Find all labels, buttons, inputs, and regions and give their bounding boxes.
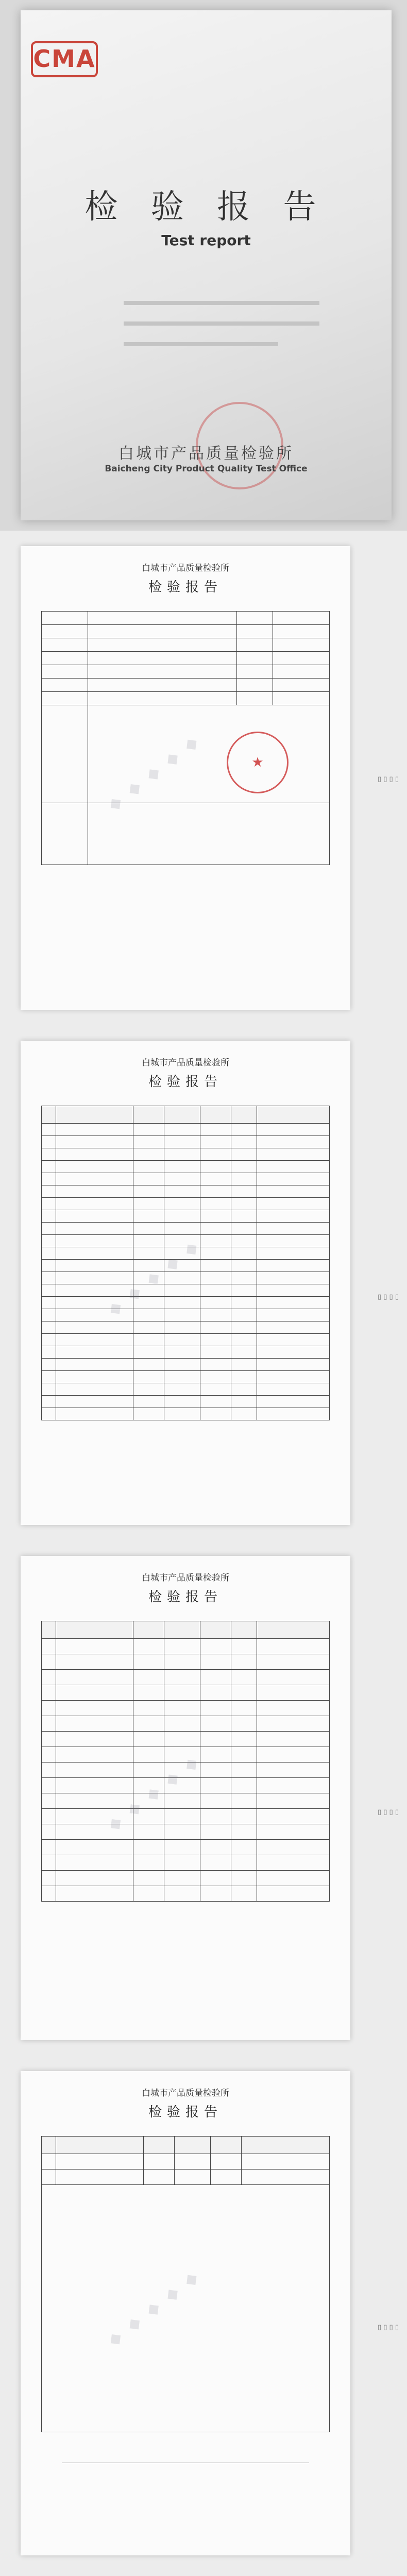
table-row <box>42 1809 330 1824</box>
table-row <box>42 1871 330 1886</box>
report-paper <box>21 1041 350 1525</box>
watermark: ◆ ◆ ◆ ◆ ◆ <box>104 1235 205 1319</box>
table-row <box>42 1371 330 1383</box>
cover-organization: 白城市产品质量检验所 <box>118 445 294 463</box>
report-page-results-2 <box>0 1540 407 2056</box>
table-row <box>42 1136 330 1148</box>
report-paper <box>21 2071 350 2555</box>
table-row <box>42 1148 330 1161</box>
table-row <box>42 1685 330 1701</box>
table-row <box>42 1824 330 1840</box>
report-paper <box>21 546 350 1010</box>
cover-field-line <box>124 340 319 350</box>
table-row <box>42 1793 330 1809</box>
table-row <box>42 1198 330 1210</box>
page-organization: 白城市产品质量检验所 <box>142 1573 229 1583</box>
table-row <box>42 1701 330 1716</box>
report-cover <box>0 0 407 531</box>
cover-organization-en: Baicheng City Product Quality Test Office <box>105 464 308 474</box>
table-row <box>42 1185 330 1198</box>
table-row <box>42 1670 330 1685</box>
page-organization: 白城市产品质量检验所 <box>142 563 229 573</box>
table-row <box>42 1309 330 1321</box>
table-row <box>42 1654 330 1670</box>
page-organization: 白城市产品质量检验所 <box>142 2088 229 2098</box>
table-row <box>42 2185 330 2432</box>
table-row <box>42 1173 330 1185</box>
table-row <box>42 1297 330 1309</box>
table-row <box>42 1124 330 1136</box>
cma-logo: CMA <box>31 41 98 77</box>
table-row <box>42 1272 330 1284</box>
side-caption: ▯ ▯ ▯ ▯ <box>377 775 399 783</box>
cover-sheet <box>21 10 392 520</box>
report-page-summary <box>0 531 407 1025</box>
table-row <box>42 1639 330 1654</box>
page-title: 检验报告 <box>148 580 223 595</box>
cover-subtitle: Test report <box>161 232 251 249</box>
table-row <box>42 1396 330 1408</box>
table-row <box>42 1408 330 1420</box>
side-caption: ▯ ▯ ▯ ▯ <box>377 1293 399 1301</box>
report-page-results-1 <box>0 1025 407 1540</box>
cover-title: 检 验 报 告 <box>84 188 328 226</box>
table-row <box>42 1732 330 1747</box>
table-row <box>42 1334 330 1346</box>
side-caption: ▯ ▯ ▯ ▯ <box>377 2324 399 2331</box>
table-row <box>42 1223 330 1235</box>
table-row <box>42 1383 330 1396</box>
page-title: 检验报告 <box>148 1589 223 1605</box>
cover-field-line <box>124 299 319 309</box>
table-row <box>42 1886 330 1902</box>
report-page-remarks <box>0 2056 407 2571</box>
report-paper <box>21 1556 350 2040</box>
table-row <box>42 2154 330 2170</box>
table-row <box>42 1359 330 1371</box>
report-page-photos <box>0 2571 407 2576</box>
table-row <box>42 1161 330 1173</box>
page-title: 检验报告 <box>148 1074 223 1090</box>
table-row <box>42 2170 330 2185</box>
table-row <box>42 1284 330 1297</box>
page-title: 检验报告 <box>148 2105 223 2120</box>
page-organization: 白城市产品质量检验所 <box>142 1058 229 1068</box>
side-caption: ▯ ▯ ▯ ▯ <box>377 1808 399 1816</box>
watermark: ◆ ◆ ◆ ◆ ◆ <box>104 730 205 815</box>
watermark: ◆ ◆ ◆ ◆ ◆ <box>104 1750 205 1835</box>
table-row <box>42 1321 330 1334</box>
table-row <box>42 1855 330 1871</box>
watermark: ◆ ◆ ◆ ◆ ◆ <box>104 2265 205 2350</box>
inspection-stamp: ★ <box>227 732 289 793</box>
table-row <box>42 1716 330 1732</box>
cover-field-line <box>124 319 319 329</box>
table-row <box>42 1840 330 1855</box>
table-row <box>42 1210 330 1223</box>
table-row <box>42 1346 330 1359</box>
